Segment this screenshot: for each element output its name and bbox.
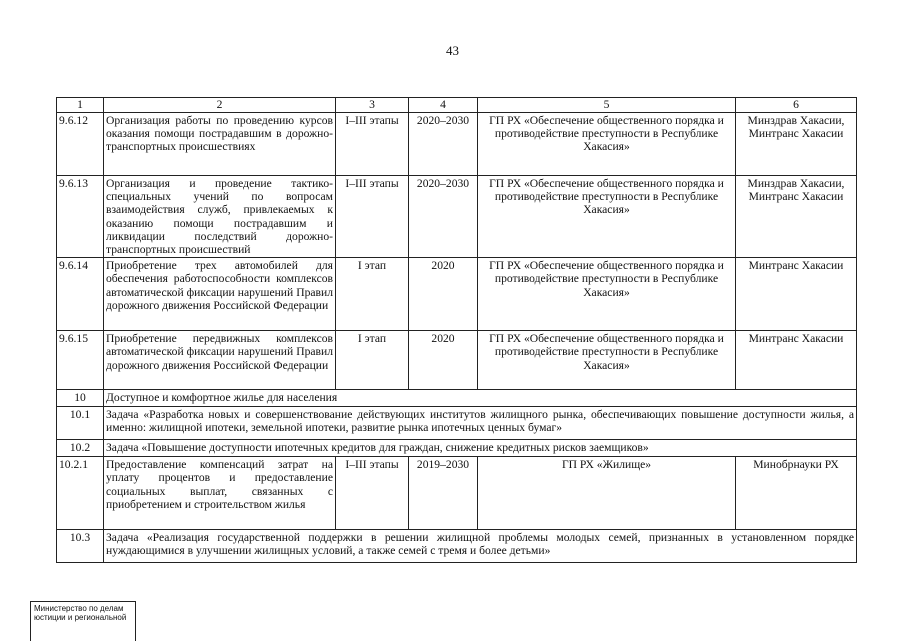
responsible-executor: Минздрав Хакасии, Минтранс Хакасии [736, 113, 857, 176]
implementation-period: 2019–2030 [409, 457, 478, 530]
implementation-period: 2020–2030 [409, 176, 478, 258]
table-header-row [57, 98, 857, 113]
measure-description: Организация работы по проведению курсов оказания помощи пострадавшим в дорожно-транспортных происшествиях [104, 113, 336, 176]
implementation-stage: I–III этапы [336, 176, 409, 258]
section-title: Доступное и комфортное жилье для населения [104, 390, 857, 407]
responsible-executor: Минтранс Хакасии [736, 258, 857, 331]
row-number: 9.6.12 [57, 113, 104, 176]
column-header: 3 [336, 98, 409, 113]
table-row [57, 457, 857, 530]
task-number: 10.1 [57, 407, 104, 440]
table-row [57, 176, 857, 258]
task-text: Задача «Повышение доступности ипотечных кредитов для граждан, снижение кредитных рисков заемщиков» [104, 440, 857, 457]
implementation-stage: I этап [336, 331, 409, 390]
stamp-line: Министерство по делам [34, 604, 124, 613]
table-row [57, 331, 857, 390]
task-row [57, 407, 857, 440]
ministry-stamp [30, 601, 136, 641]
row-number: 9.6.15 [57, 331, 104, 390]
responsible-executor: Минздрав Хакасии, Минтранс Хакасии [736, 176, 857, 258]
column-header: 6 [736, 98, 857, 113]
task-text: Задача «Реализация государственной поддержки в решении жилищной проблемы молодых семей, признанных в установленном порядке нуждающимися в улучшении жилищных условий, а также семей с тремя и более детьми» [104, 530, 857, 563]
state-program: ГП РХ «Обеспечение общественного порядка и противодействие преступности в Республике Хакасия» [478, 258, 736, 331]
implementation-period: 2020 [409, 331, 478, 390]
table-row [57, 258, 857, 331]
row-number: 9.6.14 [57, 258, 104, 331]
column-header: 1 [57, 98, 104, 113]
row-number: 9.6.13 [57, 176, 104, 258]
task-number: 10.3 [57, 530, 104, 563]
implementation-stage: I этап [336, 258, 409, 331]
section-row [57, 390, 857, 407]
implementation-period: 2020 [409, 258, 478, 331]
responsible-executor: Минтранс Хакасии [736, 331, 857, 390]
column-header: 2 [104, 98, 336, 113]
measure-description: Предоставление компенсаций затрат на уплату процентов и предоставление социальных выплат, связанных с приобретением и строительством жилья [104, 457, 336, 530]
row-number: 10.2.1 [57, 457, 104, 530]
task-row [57, 440, 857, 457]
task-number: 10.2 [57, 440, 104, 457]
responsible-executor: Минобрнауки РХ [736, 457, 857, 530]
page-number: 43 [446, 43, 459, 58]
task-text: Задача «Разработка новых и совершенствование действующих институтов жилищного рынка, обеспечивающих повышение доступности жилья, а именно: жилищной ипотеки, земельной ипотеки, развитие рынка ипотечных ценных бумаг» [104, 407, 857, 440]
table-row [57, 113, 857, 176]
state-program: ГП РХ «Жилище» [478, 457, 736, 530]
measure-description: Приобретение передвижных комплексов автоматической фиксации нарушений Правил дорожного движения Российской Федерации [104, 331, 336, 390]
task-row [57, 530, 857, 563]
state-program: ГП РХ «Обеспечение общественного порядка и противодействие преступности в Республике Хакасия» [478, 331, 736, 390]
section-number: 10 [57, 390, 104, 407]
state-program: ГП РХ «Обеспечение общественного порядка и противодействие преступности в Республике Хакасия» [478, 176, 736, 258]
measure-description: Приобретение трех автомобилей для обеспечения работоспособности комплексов автоматической фиксации нарушений Правил дорожного движения Российской Федерации [104, 258, 336, 331]
implementation-period: 2020–2030 [409, 113, 478, 176]
implementation-stage: I–III этапы [336, 457, 409, 530]
implementation-stage: I–III этапы [336, 113, 409, 176]
state-program: ГП РХ «Обеспечение общественного порядка и противодействие преступности в Республике Хакасия» [478, 113, 736, 176]
column-header: 5 [478, 98, 736, 113]
column-header: 4 [409, 98, 478, 113]
stamp-line: юстиции и региональной [34, 613, 127, 622]
measure-description: Организация и проведение тактико-специальных учений по вопросам взаимодействия служб, привлекаемых к оказанию помощи пострадавшим и ликвидации последствий дорожно-транспортных происшествий [104, 176, 336, 258]
measures-table [56, 97, 857, 563]
